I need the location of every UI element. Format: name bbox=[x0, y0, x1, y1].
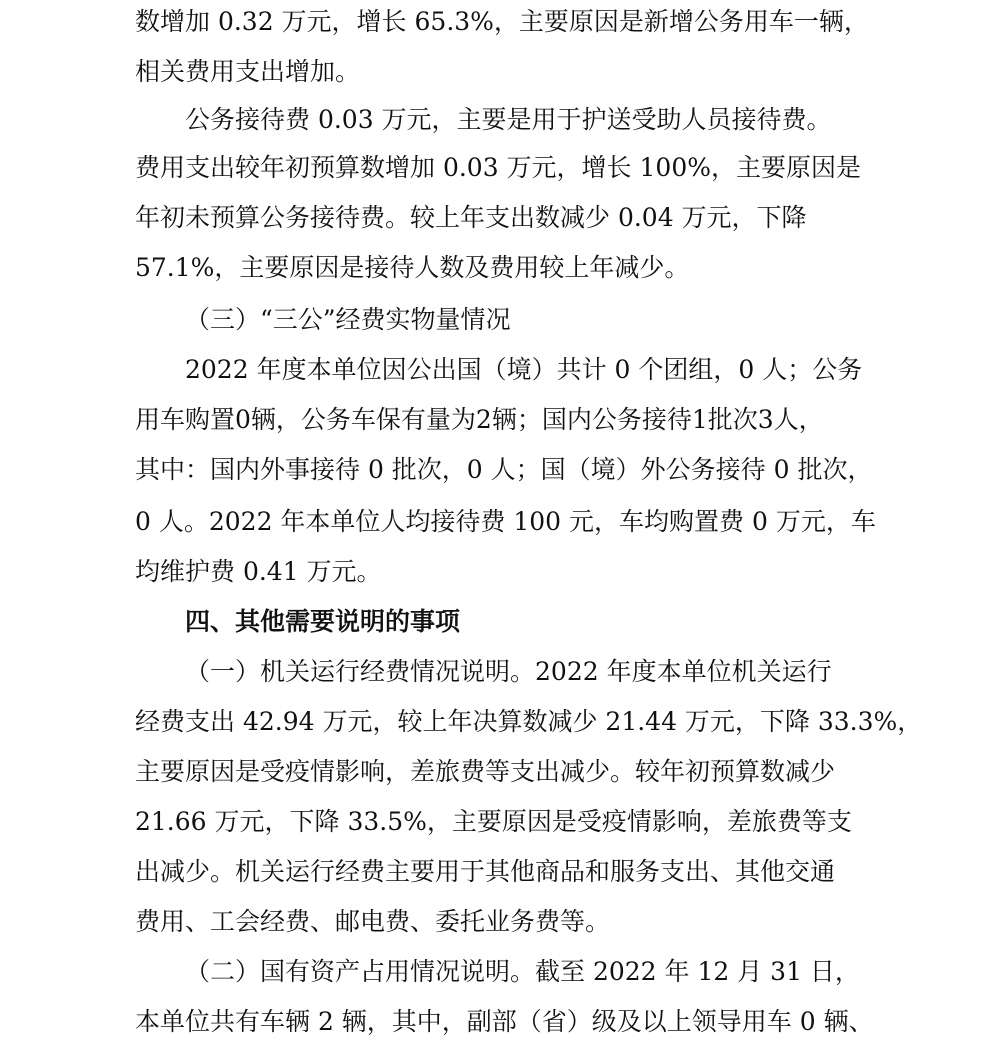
body-line: 均维护费 0.41 万元。 bbox=[135, 557, 382, 586]
body-line: 21.66 万元，下降 33.5%，主要原因是受疫情影响，差旅费等支 bbox=[135, 807, 852, 836]
body-line: 费用支出较年初预算数增加 0.03 万元，增长 100%，主要原因是 bbox=[135, 153, 861, 182]
body-line: 0 人。2022 年本单位人均接待费 100 元，车均购置费 0 万元，车 bbox=[135, 507, 876, 536]
subsection-heading: （三）“三公”经费实物量情况 bbox=[185, 305, 511, 334]
section-heading: 四、其他需要说明的事项 bbox=[185, 607, 461, 636]
body-line: 主要原因是受疫情影响，差旅费等支出减少。较年初预算数减少 bbox=[135, 757, 836, 786]
body-line: 相关费用支出增加。 bbox=[135, 57, 361, 86]
body-line: （二）国有资产占用情况说明。截至 2022 年 12 月 31 日， bbox=[185, 957, 860, 986]
body-line: 公务接待费 0.03 万元，主要是用于护送受助人员接待费。 bbox=[185, 105, 832, 134]
body-line: 数增加 0.32 万元，增长 65.3%，主要原因是新增公务用车一辆， bbox=[135, 7, 869, 36]
body-line: 57.1%，主要原因是接待人数及费用较上年减少。 bbox=[135, 253, 690, 282]
body-line: 费用、工会经费、邮电费、委托业务费等。 bbox=[135, 907, 611, 936]
body-line: 2022 年度本单位因公出国（境）共计 0 个团组，0 人；公务 bbox=[185, 355, 863, 384]
body-line: 其中：国内外事接待 0 批次，0 人；国（境）外公务接待 0 批次， bbox=[135, 455, 873, 484]
body-line: 年初未预算公务接待费。较上年支出数减少 0.04 万元，下降 bbox=[135, 203, 807, 232]
body-line: 出减少。机关运行经费主要用于其他商品和服务支出、其他交通 bbox=[135, 857, 836, 886]
body-line: 本单位共有车辆 2 辆，其中，副部（省）级及以上领导用车 0 辆、 bbox=[135, 1007, 874, 1036]
body-line: 用车购置0辆，公务车保有量为2辆；国内公务接待1批次3人， bbox=[135, 405, 824, 434]
body-line: （一）机关运行经费情况说明。2022 年度本单位机关运行 bbox=[185, 657, 832, 686]
body-line: 经费支出 42.94 万元，较上年决算数减少 21.44 万元，下降 33.3%， bbox=[135, 707, 923, 736]
